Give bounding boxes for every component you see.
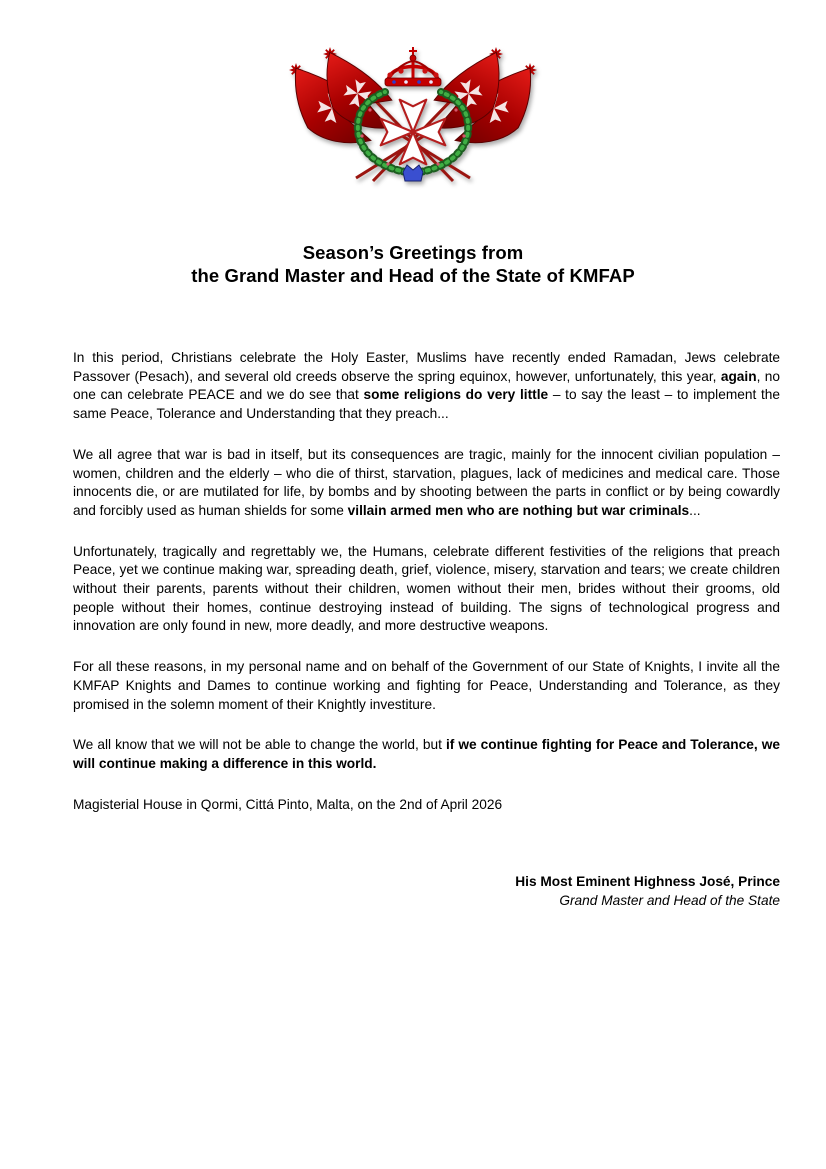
title-line-1: Season’s Greetings from bbox=[302, 242, 524, 263]
signature-title: Grand Master and Head of the State bbox=[559, 893, 780, 909]
paragraph: In this period, Christians celebrate the Holy Easter, Muslims have recently ended Ramadan, Jews celebrate Passover (Pesach), and several old creeds observe the spring equinox, however, unfortunately, this year, again, no one can celebrate PEACE and we do see that some religions do very little – to say the least – to implement the same Peace, Tolerance and Understanding that they preach... bbox=[73, 350, 780, 422]
paragraph: For all these reasons, in my personal name and on behalf of the Government of our State of Knights, I invite all the KMFAP Knights and Dames to continue working and fighting for Peace, Understanding and Tolerance, as they promised in the solemn moment of their Knightly investiture. bbox=[73, 659, 780, 712]
letter-body bbox=[0, 287, 826, 911]
title-line-2: the Grand Master and Head of the State of KMFAP bbox=[191, 265, 635, 286]
crown bbox=[385, 47, 441, 86]
page-title bbox=[0, 241, 826, 287]
dateline: Magisterial House in Qormi, Cittá Pinto, Malta, on the 2nd of April 2026 bbox=[73, 796, 503, 812]
kmfap-coat-of-arms-icon bbox=[0, 0, 826, 191]
maltese-cross bbox=[381, 100, 446, 165]
signature-block bbox=[73, 873, 780, 910]
paragraph: We all agree that war is bad in itself, but its consequences are tragic, mainly for the innocent civilian population – women, children and the elderly – who die of thirst, starvation, plagues, lack of medicines and medical care. Those innocents die, or are mutilated for life, by bombs and by shooting between the parts in conflict or by being cowardly and forcibly used as human shields for some villain armed men who are nothing but war criminals... bbox=[73, 446, 780, 518]
paragraph: Unfortunately, tragically and regrettably we, the Humans, celebrate different festivities of the religions that preach Peace, yet we continue making war, spreading death, grief, violence, misery, starvation and tears; we create children without their parents, parents without their children, women without their men, brides without their grooms, old people without their homes, continue destroying instead of building. The signs of technological progress and innovation are only found in new, more deadly, and more destructive weapons. bbox=[73, 543, 780, 634]
paragraph: We all know that we will not be able to change the world, but if we continue fighting for Peace and Tolerance, we will continue making a difference in this world. bbox=[73, 737, 780, 771]
signature-name: His Most Eminent Highness José, Prince bbox=[515, 874, 780, 890]
paragraphs bbox=[73, 349, 780, 774]
blue-clasp bbox=[403, 165, 423, 181]
